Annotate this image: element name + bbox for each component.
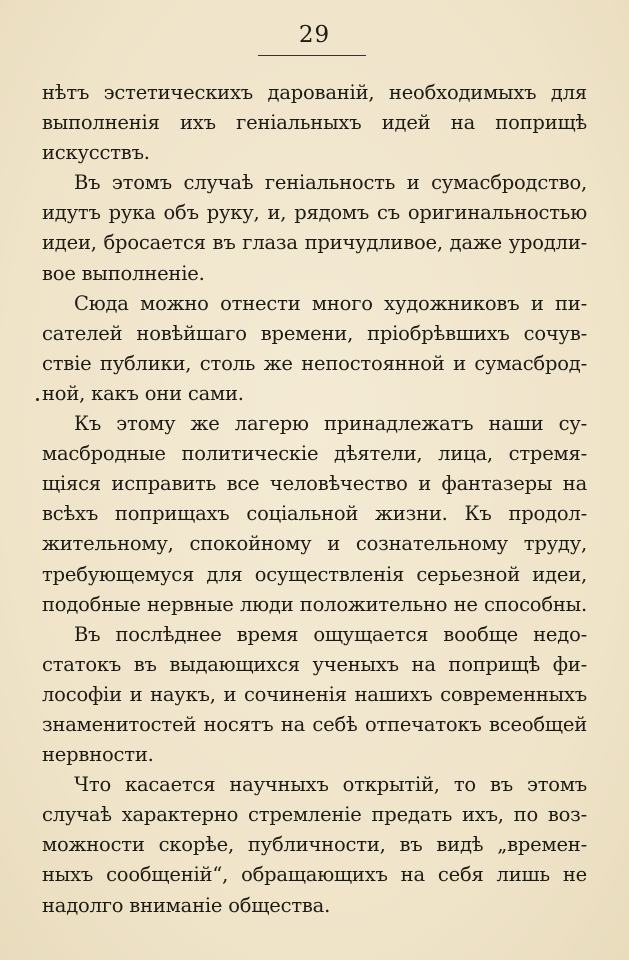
text-line: можности скорѣе, публичности, въ видѣ „времен- [42, 833, 587, 857]
text-line: случаѣ характерно стремленіе предать ихъ, по воз- [42, 803, 587, 827]
text-line: выполненія ихъ геніальныхъ идей на поприщѣ [42, 111, 587, 135]
text-line: идутъ рука объ руку, и, рядомъ съ оригинальностью [42, 201, 587, 225]
text-line: масбродные политическіе дѣятели, лица, стремя- [42, 442, 587, 466]
text-line: ствіе публики, столь же непостоянной и сумасброд- [42, 351, 587, 375]
text-line: Что касается научныхъ открытій, то въ этомъ [74, 773, 587, 797]
text-line: ной, какъ они сами. [42, 381, 244, 405]
text-line: знаменитостей носятъ на себѣ отпечатокъ всеобщей [42, 712, 587, 736]
ink-speck [36, 398, 39, 401]
text-line: нѣтъ эстетическихъ дарованій, необходимыхъ для [42, 81, 587, 104]
text-line: подобные нервные люди положительно не способны. [42, 592, 587, 616]
text-line: всѣхъ поприщахъ соціальной жизни. Къ продол- [42, 502, 587, 526]
text-line: искусствъ. [42, 141, 150, 165]
text-line: Въ этомъ случаѣ геніальность и сумасбродство, [74, 171, 587, 195]
text-line: Сюда можно отнести много художниковъ и пи- [74, 291, 587, 315]
text-line: сателей новѣйшаго времени, пріобрѣвшихъ сочув- [42, 321, 587, 345]
text-line: ныхъ сообщеній“, обращающихъ на себя лишь не [42, 863, 587, 887]
body-text [42, 78, 587, 921]
text-line: жительному, спокойному и сознательному труду, [42, 532, 587, 556]
text-line: вое выполненіе. [42, 261, 205, 285]
text-line: щіяся исправить все человѣчество и фантазеры на [42, 472, 587, 496]
header-rule [258, 55, 366, 56]
text-line: идеи, бросается въ глаза причудливое, даже уродли- [42, 231, 587, 255]
page-number: 29 [298, 22, 331, 48]
text-line: требующемуся для осуществленія серьезной идеи, [42, 562, 587, 586]
text-line: Въ послѣднее время ощущается вообще недо- [74, 622, 587, 646]
text-line: нервности. [42, 743, 154, 767]
text-line: Къ этому же лагерю принадлежатъ наши су- [74, 412, 587, 436]
text-line: статокъ въ выдающихся ученыхъ на поприщѣ фи- [42, 652, 587, 676]
text-line: надолго вниманіе общества. [42, 893, 331, 917]
text-line: лософіи и наукъ, и сочиненія нашихъ современныхъ [42, 682, 587, 706]
